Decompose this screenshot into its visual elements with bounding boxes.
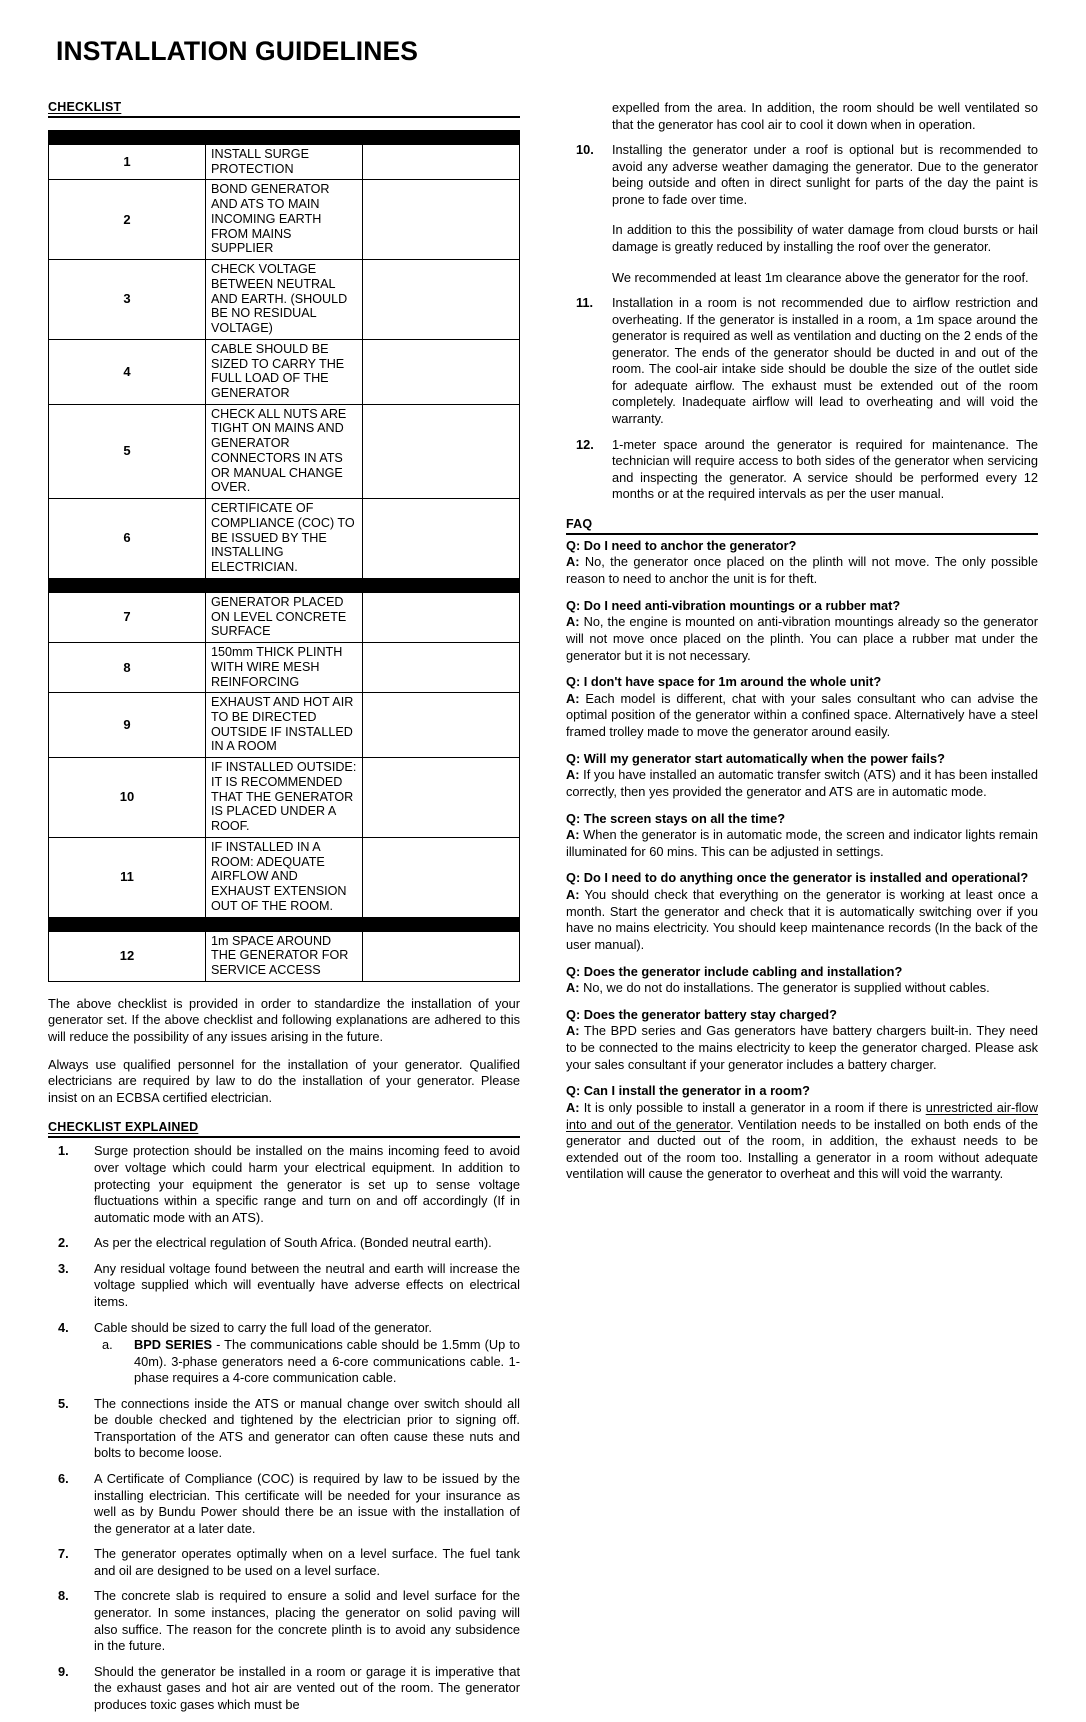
row-checkbox-cell[interactable] — [363, 260, 520, 340]
row-description: EXHAUST AND HOT AIR TO BE DIRECTED OUTSIDE IF INSTALLED IN A ROOM — [206, 693, 363, 758]
faq-question: Q: Will my generator start automatically when the power fails? — [566, 750, 945, 766]
list-extra-paragraph: In addition to this the possibility of water damage from cloud bursts or hail damage is greatly reduced by installing the roof over the generator. — [612, 222, 1038, 254]
row-description: IF INSTALLED OUTSIDE: IT IS RECOMMENDED THAT THE GENERATOR IS PLACED UNDER A ROOF. — [206, 758, 363, 838]
intro-paragraph-2: Always use qualified personnel for the installation of your generator. Qualified electricians are required by law to do the installation of your generator. Please insist on an ECBSA certified electrician. — [48, 1056, 520, 1105]
faq-item — [566, 598, 1038, 665]
list-marker: 6. — [58, 1471, 69, 1487]
faq-answer-underlined: unrestricted air-flow into and out of the generator — [566, 1099, 1039, 1132]
table-row — [49, 693, 520, 758]
faq-heading-rule — [566, 533, 1038, 535]
list-text: As per the electrical regulation of South Africa. (Bonded neutral earth). — [94, 1235, 492, 1251]
faq-item — [566, 538, 1038, 588]
faq-answer-label: A: — [566, 554, 580, 570]
table-row — [49, 931, 520, 981]
faq-answer — [566, 1100, 1038, 1183]
list-item — [48, 1320, 520, 1387]
list-marker: 4. — [58, 1319, 69, 1335]
table-band-bottom — [49, 917, 520, 931]
faq-item — [566, 1083, 1038, 1183]
row-description: CHECK ALL NUTS ARE TIGHT ON MAINS AND GENERATOR CONNECTORS IN ATS OR MANUAL CHANGE OVER. — [206, 404, 363, 498]
row-description: CABLE SHOULD BE SIZED TO CARRY THE FULL LOAD OF THE GENERATOR — [206, 339, 363, 404]
faq-answer-text: Each model is different, chat with your sales consultant who can advise the optimal position of the generator within a confined space. Alternatively have a steel framed trolley made to move the generator around easily. — [566, 690, 1038, 740]
faq-answer-text: No, we do not do installations. The generator is supplied without cables. — [579, 980, 990, 996]
list-text: Surge protection should be installed on the mains incoming feed to avoid over voltage which could harm your electrical equipment. In addition to protecting your equipment the generator is set up to sense voltage fluctuations within a specific range and turn on and off accordingly (If in automatic mode with an ATS). — [94, 1143, 520, 1225]
list-marker: 12. — [576, 436, 594, 452]
faq-answer-text: The BPD series and Gas generators have battery chargers built-in. They need to be connected to the mains electricity to keep the generator charged. Please ask your sales consultant if your generator includes a battery charger. — [566, 1023, 1038, 1072]
list-text: Any residual voltage found between the neutral and earth will increase the voltage supplied which will eventually have adverse effects on electrical items. — [94, 1260, 520, 1309]
row-number: 10 — [49, 758, 206, 838]
faq-answer-text: You should check that everything on the generator is working at least once a month. Start the generator and check that it is automatically switching over if you have no mains electricity. You should keep maintenance records (In the back of the user manual). — [566, 887, 1038, 952]
list-marker: 5. — [58, 1395, 69, 1411]
list-text: Cable should be sized to carry the full load of the generator. — [94, 1319, 432, 1335]
checklist-explained-rule — [48, 1136, 520, 1138]
row-number: 11 — [49, 837, 206, 917]
table-row — [49, 643, 520, 693]
faq-answer — [566, 554, 1038, 587]
faq-answer-text: No, the engine is mounted on anti-vibration mountings already so the generator will not move once placed on the plinth. You can place a rubber mat under the generator but it is not necessary. — [566, 614, 1038, 663]
checklist-table — [48, 130, 520, 982]
faq-answer-label: A: — [566, 767, 580, 783]
row-checkbox-cell[interactable] — [363, 693, 520, 758]
list-item — [566, 437, 1038, 503]
left-column — [48, 100, 520, 1722]
list-item — [48, 1664, 520, 1714]
band-cell — [49, 578, 520, 592]
list-text: Installation in a room is not recommended due to airflow restriction and overheating. If the generator is installed in a room, a 1m space around the generator is required as well as ventilation and ducting on the 2 ends of the generator. The ends of the generator should be ducted in and out of the room. The cool-air intake side should be double the size of the outlet side for adequate airflow. The exhaust must be extended out of the room completely. Inadequate airflow will lead to overheating and will void the warranty. — [612, 295, 1038, 426]
list-item — [48, 1588, 520, 1654]
faq-answer-label: A: — [566, 1099, 580, 1115]
list-text: A Certificate of Compliance (COC) is required by law to be issued by the installing electrician. This certificate will be needed for your insurance as well as by Bundu Power should there be an issue with the installation of the generator at a later date. — [94, 1471, 520, 1536]
table-row — [49, 592, 520, 642]
row-description: CERTIFICATE OF COMPLIANCE (COC) TO BE ISSUED BY THE INSTALLING ELECTRICIAN. — [206, 499, 363, 579]
row-checkbox-cell[interactable] — [363, 180, 520, 260]
row-checkbox-cell[interactable] — [363, 145, 520, 180]
table-row — [49, 837, 520, 917]
table-row — [49, 145, 520, 180]
list-marker: 3. — [58, 1260, 69, 1276]
faq-item — [566, 751, 1038, 801]
faq-question: Q: Does the generator include cabling and installation? — [566, 963, 903, 979]
faq-answer — [566, 980, 1038, 997]
faq-item — [566, 811, 1038, 861]
faq-answer-label: A: — [566, 827, 580, 843]
table-row — [49, 404, 520, 498]
list-item — [48, 1235, 520, 1252]
faq-answer-pre: It is only possible to install a generator in a room if there is — [579, 1099, 926, 1115]
row-checkbox-cell[interactable] — [363, 592, 520, 642]
row-description: 1m SPACE AROUND THE GENERATOR FOR SERVICE ACCESS — [206, 931, 363, 981]
faq-question: Q: Do I need anti-vibration mountings or a rubber mat? — [566, 597, 901, 613]
checklist-explained-list — [48, 1143, 520, 1713]
list-text: The connections inside the ATS or manual change over switch should all be double checked and tightened by the electrician prior to signing off. Transportation of the ATS and generator can often cause these nuts and bolts to become loose. — [94, 1395, 520, 1461]
list-marker: 1. — [58, 1143, 69, 1159]
band-cell — [49, 131, 520, 145]
checklist-heading: CHECKLIST — [48, 100, 122, 114]
row-checkbox-cell[interactable] — [363, 643, 520, 693]
faq-answer — [566, 1023, 1038, 1073]
faq-answer — [566, 614, 1038, 664]
faq-answer-label: A: — [566, 690, 580, 706]
list-text: The generator operates optimally when on a level surface. The fuel tank and oil are designed to be used on a level surface. — [94, 1546, 520, 1578]
row-description: IF INSTALLED IN A ROOM: ADEQUATE AIRFLOW AND EXHAUST EXTENSION OUT OF THE ROOM. — [206, 837, 363, 917]
table-row — [49, 499, 520, 579]
faq-answer-label: A: — [566, 980, 580, 996]
row-checkbox-cell[interactable] — [363, 758, 520, 838]
faq-answer — [566, 691, 1038, 741]
row-description: INSTALL SURGE PROTECTION — [206, 145, 363, 180]
faq-question: Q: Does the generator battery stay charged? — [566, 1006, 837, 1022]
intro-paragraph-1: The above checklist is provided in order to standardize the installation of your generator set. If the above checklist and following explanations are adhered to this will reduce the possibility of any issues arising in the future. — [48, 995, 520, 1044]
row-number: 5 — [49, 404, 206, 498]
list-text: The concrete slab is required to ensure a solid and level surface for the generator. In some instances, placing the generator on solid paving will also suffice. The reason for the concrete plinth is to avoid any subsidence in the future. — [94, 1588, 520, 1654]
list-marker: 8. — [58, 1588, 69, 1604]
list-item — [48, 1396, 520, 1462]
row-number: 6 — [49, 499, 206, 579]
faq-heading-wrap — [566, 517, 1038, 535]
faq-answer — [566, 887, 1038, 954]
right-column — [566, 100, 1038, 1183]
list-item — [566, 295, 1038, 428]
row-number: 4 — [49, 339, 206, 404]
row-description: 150mm THICK PLINTH WITH WIRE MESH REINFORCING — [206, 643, 363, 693]
row-checkbox-cell[interactable] — [363, 499, 520, 579]
sub-list-item — [94, 1337, 520, 1387]
list-text: Installing the generator under a roof is optional but is recommended to avoid any adverse weather damaging the generator. Due to the generator being outside and often in direct sunlight for parts of the day the paint is prone to fade over time. — [612, 142, 1038, 207]
faq-answer — [566, 767, 1038, 800]
row-checkbox-cell[interactable] — [363, 931, 520, 981]
faq-question: Q: The screen stays on all the time? — [566, 810, 786, 826]
list-marker: 7. — [58, 1546, 69, 1562]
faq-item — [566, 1007, 1038, 1074]
row-number: 7 — [49, 592, 206, 642]
band-cell — [49, 917, 520, 931]
faq-question: Q: Do I need to anchor the generator? — [566, 537, 797, 553]
row-number: 3 — [49, 260, 206, 340]
faq-answer-label: A: — [566, 887, 580, 903]
page-title: INSTALLATION GUIDELINES — [56, 36, 419, 66]
sub-list-text: - The communications cable should be 1.5mm (Up to 40m). 3-phase generators need a 6-core communications cable. 1-phase requires a 4-core communication cable. — [134, 1337, 520, 1386]
right-explained-list — [566, 142, 1038, 503]
checklist-explained-heading: CHECKLIST EXPLAINED — [48, 1120, 199, 1135]
faq-answer-text: No, the generator once placed on the plinth will not move. The only possible reason to need to anchor the unit is for theft. — [566, 554, 1038, 587]
list-marker: 2. — [58, 1235, 69, 1251]
faq-question: Q: Can I install the generator in a room? — [566, 1083, 810, 1099]
faq-item — [566, 674, 1038, 741]
continued-paragraph: expelled from the area. In addition, the room should be well ventilated so that the generator has cool air to cool it down when in operation. — [612, 100, 1038, 132]
row-number: 2 — [49, 180, 206, 260]
sub-list — [94, 1337, 520, 1387]
list-marker: 10. — [576, 142, 594, 158]
row-number: 9 — [49, 693, 206, 758]
list-text: 1-meter space around the generator is required for maintenance. The technician will require access to both sides of the generator when servicing and inspecting the generator. A service should be performed every 12 months or at the required intervals as per the user manual. — [612, 436, 1038, 502]
row-description: CHECK VOLTAGE BETWEEN NEUTRAL AND EARTH. (SHOULD BE NO RESIDUAL VOLTAGE) — [206, 260, 363, 340]
faq-item — [566, 870, 1038, 953]
list-item — [48, 1143, 520, 1226]
row-checkbox-cell[interactable] — [363, 339, 520, 404]
row-checkbox-cell[interactable] — [363, 404, 520, 498]
row-number: 12 — [49, 931, 206, 981]
row-number: 8 — [49, 643, 206, 693]
row-description: BOND GENERATOR AND ATS TO MAIN INCOMING EARTH FROM MAINS SUPPLIER — [206, 180, 363, 260]
faq-heading: FAQ — [566, 516, 593, 531]
list-text: Should the generator be installed in a room or garage it is imperative that the exhaust gases and hot air are vented out of the room. The generator produces toxic gases which must be — [94, 1663, 520, 1712]
table-row — [49, 339, 520, 404]
faq-answer — [566, 827, 1038, 860]
sub-list-marker: a. — [102, 1337, 113, 1353]
table-row — [49, 758, 520, 838]
row-description: GENERATOR PLACED ON LEVEL CONCRETE SURFACE — [206, 592, 363, 642]
faq-item — [566, 964, 1038, 997]
list-marker: 11. — [576, 295, 594, 311]
faq-answer-label: A: — [566, 1023, 580, 1039]
row-checkbox-cell[interactable] — [363, 837, 520, 917]
table-band-top — [49, 131, 520, 145]
faq-answer-text: If you have installed an automatic transfer switch (ATS) and it has been installed correctly, then yes provided the generator and ATS are in automatic mode. — [566, 767, 1038, 799]
list-marker: 9. — [58, 1663, 69, 1679]
table-row — [49, 180, 520, 260]
list-item — [48, 1546, 520, 1579]
list-item — [566, 142, 1038, 286]
table-row — [49, 260, 520, 340]
faq-question: Q: Do I need to do anything once the generator is installed and operational? — [566, 870, 1029, 886]
checklist-heading-rule — [48, 116, 520, 118]
list-extra-paragraph: We recommended at least 1m clearance above the generator for the roof. — [612, 269, 1029, 285]
sub-list-bold-label: BPD SERIES — [134, 1337, 213, 1353]
list-item — [48, 1261, 520, 1311]
row-number: 1 — [49, 145, 206, 180]
table-band-middle — [49, 578, 520, 592]
faq-answer-label: A: — [566, 614, 580, 630]
list-item — [48, 1471, 520, 1537]
faq-answer-post: . Ventilation needs to be installed on both ends of the generator and ducted out of the room, in addition, the exhaust needs to be extended out of the room too. Installing a generator in a room without adequate ventilation will cause the generator to overheat and this will void the warranty. — [566, 1116, 1038, 1182]
faq-question: Q: I don't have space for 1m around the whole unit? — [566, 674, 882, 690]
faq-answer-text: When the generator is in automatic mode, the screen and indicator lights remain illuminated for 60 mins. This can be adjusted in settings. — [566, 827, 1038, 859]
